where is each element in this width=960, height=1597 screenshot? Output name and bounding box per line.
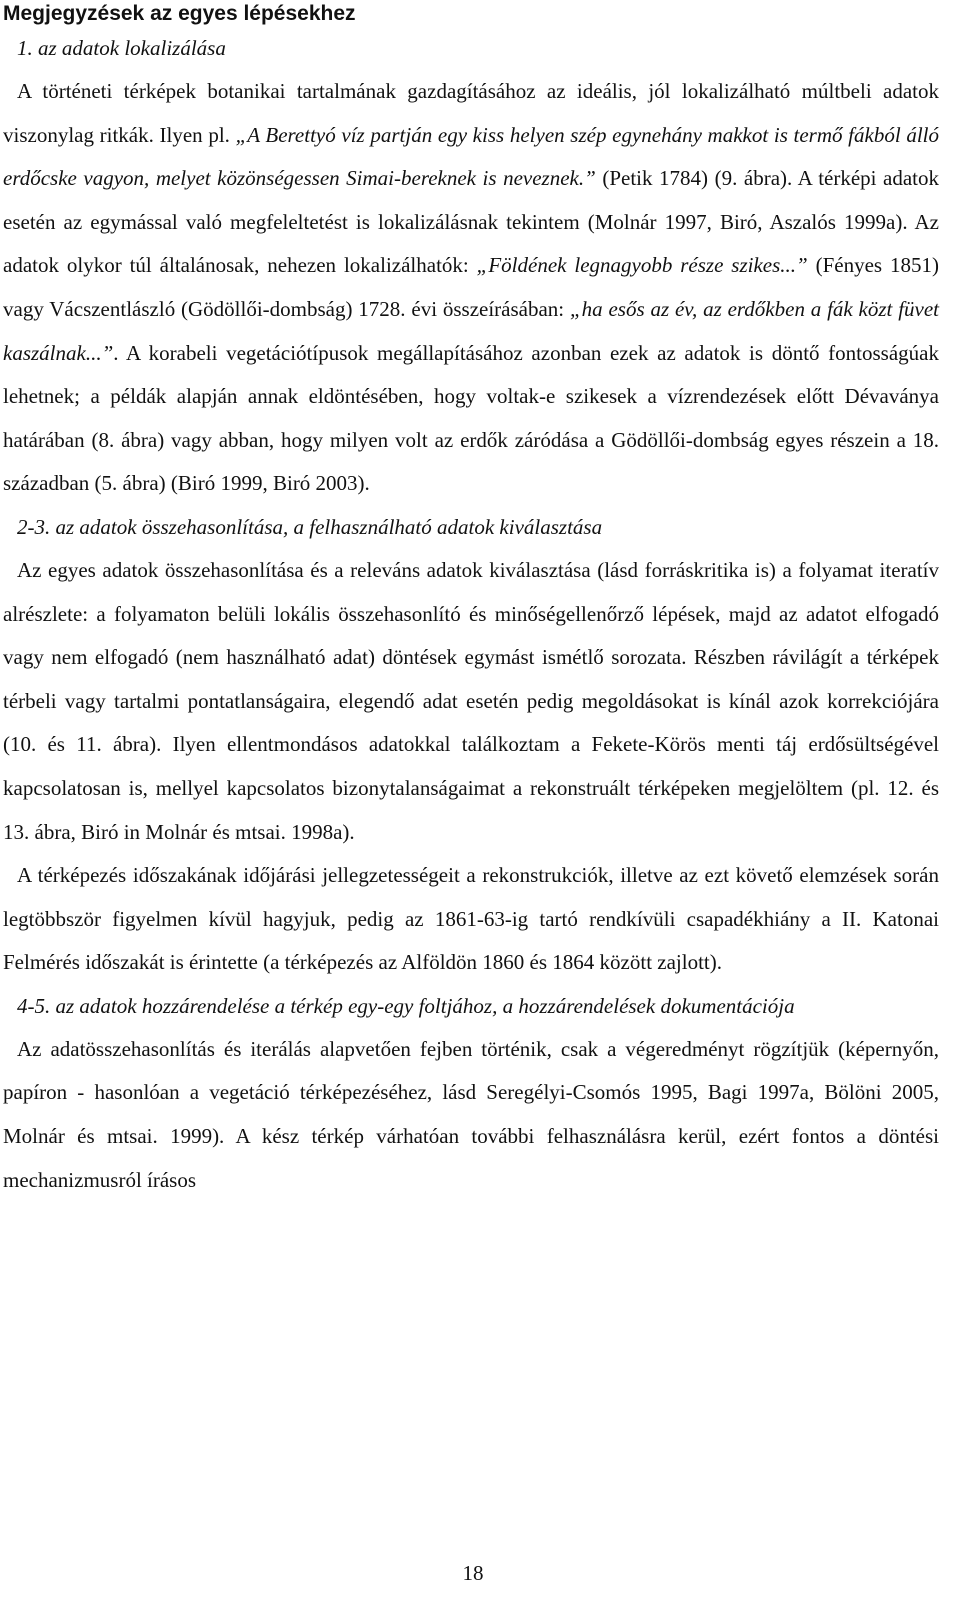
paragraph: Az adatösszehasonlítás és iterálás alapvetően fejben történik, csak a végeredményt rögzítjük (képernyőn, papíron - hasonlóan a vegetáció térképezéséhez, lásd Seregélyi-Csomós 1995, Bagi 1997a, Bölöni 2005, Molnár és mtsai. 1999). A kész térkép várhatóan további felhasználásra kerül, ezért fontos a döntési mechanizmusról írásos	[3, 1036, 939, 1192]
page-number: 18	[462, 1561, 484, 1585]
section-heading-3: 4-5. az adatok hozzárendelése a térkép egy-egy foltjához, a hozzárendelések dokumentációja	[17, 993, 795, 1018]
paragraph: Az egyes adatok összehasonlítása és a releváns adatok kiválasztása (lásd forráskritika is) a folyamat iteratív alrészlete: a folyamaton belüli lokális összehasonlító és minőségellenőrző lépések, majd az adatot elfogadó vagy nem elfogadó (nem használható adat) döntések egymást ismétlő sorozata. Részben rávilágít a térképek térbeli vagy tartalmi pontatlanságaira, elegendő adat esetén pedig megoldásokat is kínál azok korrekciójára (10. és 11. ábra). Ilyen ellentmondásos adatokkal találkoztam a Fekete-Körös menti táj erdősültségével kapcsolatosan is, mellyel kapcsolatos bizonytalanságaimat a rekonstruált térképeken megjelöltem (pl. 12. és 13. ábra, Biró in Molnár és mtsai. 1998a).	[3, 557, 939, 844]
page-title: Megjegyzések az egyes lépésekhez	[3, 2, 356, 25]
quote: „ha esős az év, az erdőkben a fák közt füvet kaszálnak...”	[3, 296, 940, 365]
section-heading-1: 1. az adatok lokalizálása	[17, 36, 226, 60]
section-heading-2: 2-3. az adatok összehasonlítása, a felhasználható adatok kiválasztása	[17, 514, 603, 539]
paragraph: A térképezés időszakának időjárási jellegzetességeit a rekonstrukciók, illetve az ezt követő elemzések során legtöbbször figyelmen kívül hagyjuk, pedig az 1861-63-ig tartó rendkívüli csapadékhiány a II. Katonai Felmérés időszakát is érintette (a térképezés az Alföldön 1860 és 1864 között zajlott).	[3, 863, 939, 975]
paragraph-text: (Fényes 1851) vagy Vácszentlászló (Gödöllői-dombság) 1728. évi összeírásában:	[3, 253, 939, 321]
paragraph	[3, 70, 939, 506]
quote: „Földének legnagyobb része szikes...”	[476, 253, 808, 278]
paragraph-text: . A korabeli vegetációtípusok megállapításához azonban ezek az adatok is döntő fontosságúak lehetnek; a példák alapján annak eldöntésében, hogy voltak-e szikesek a vízrendezések előtt Dévaványa határában (8. ábra) vagy abban, hogy milyen volt az erdők záródása a Gödöllői-dombság egyes részein a 18. században (5. ábra) (Biró 1999, Biró 2003).	[3, 340, 939, 496]
paragraph-text: A történeti térképek botanikai tartalmának gazdagításához az ideális, jól lokalizálható múltbeli adatok viszonylag ritkák. Ilyen pl.	[3, 79, 939, 147]
quote: „A Berettyó víz partján egy kiss helyen szép egynehány makkot is termő fákból álló erdőcske vagyon, melyet közönségessen Simai-bereknek is neveznek.”	[3, 122, 939, 191]
document-page	[3, 0, 939, 1202]
paragraph-text: (Petik 1784) (9. ábra). A térképi adatok esetén az egymással való megfeleltetést is lokalizálásnak tekintem (Molnár 1997, Biró, Aszalós 1999a). Az adatok olykor túl általánosak, nehezen lokalizálhatók:	[3, 166, 940, 278]
